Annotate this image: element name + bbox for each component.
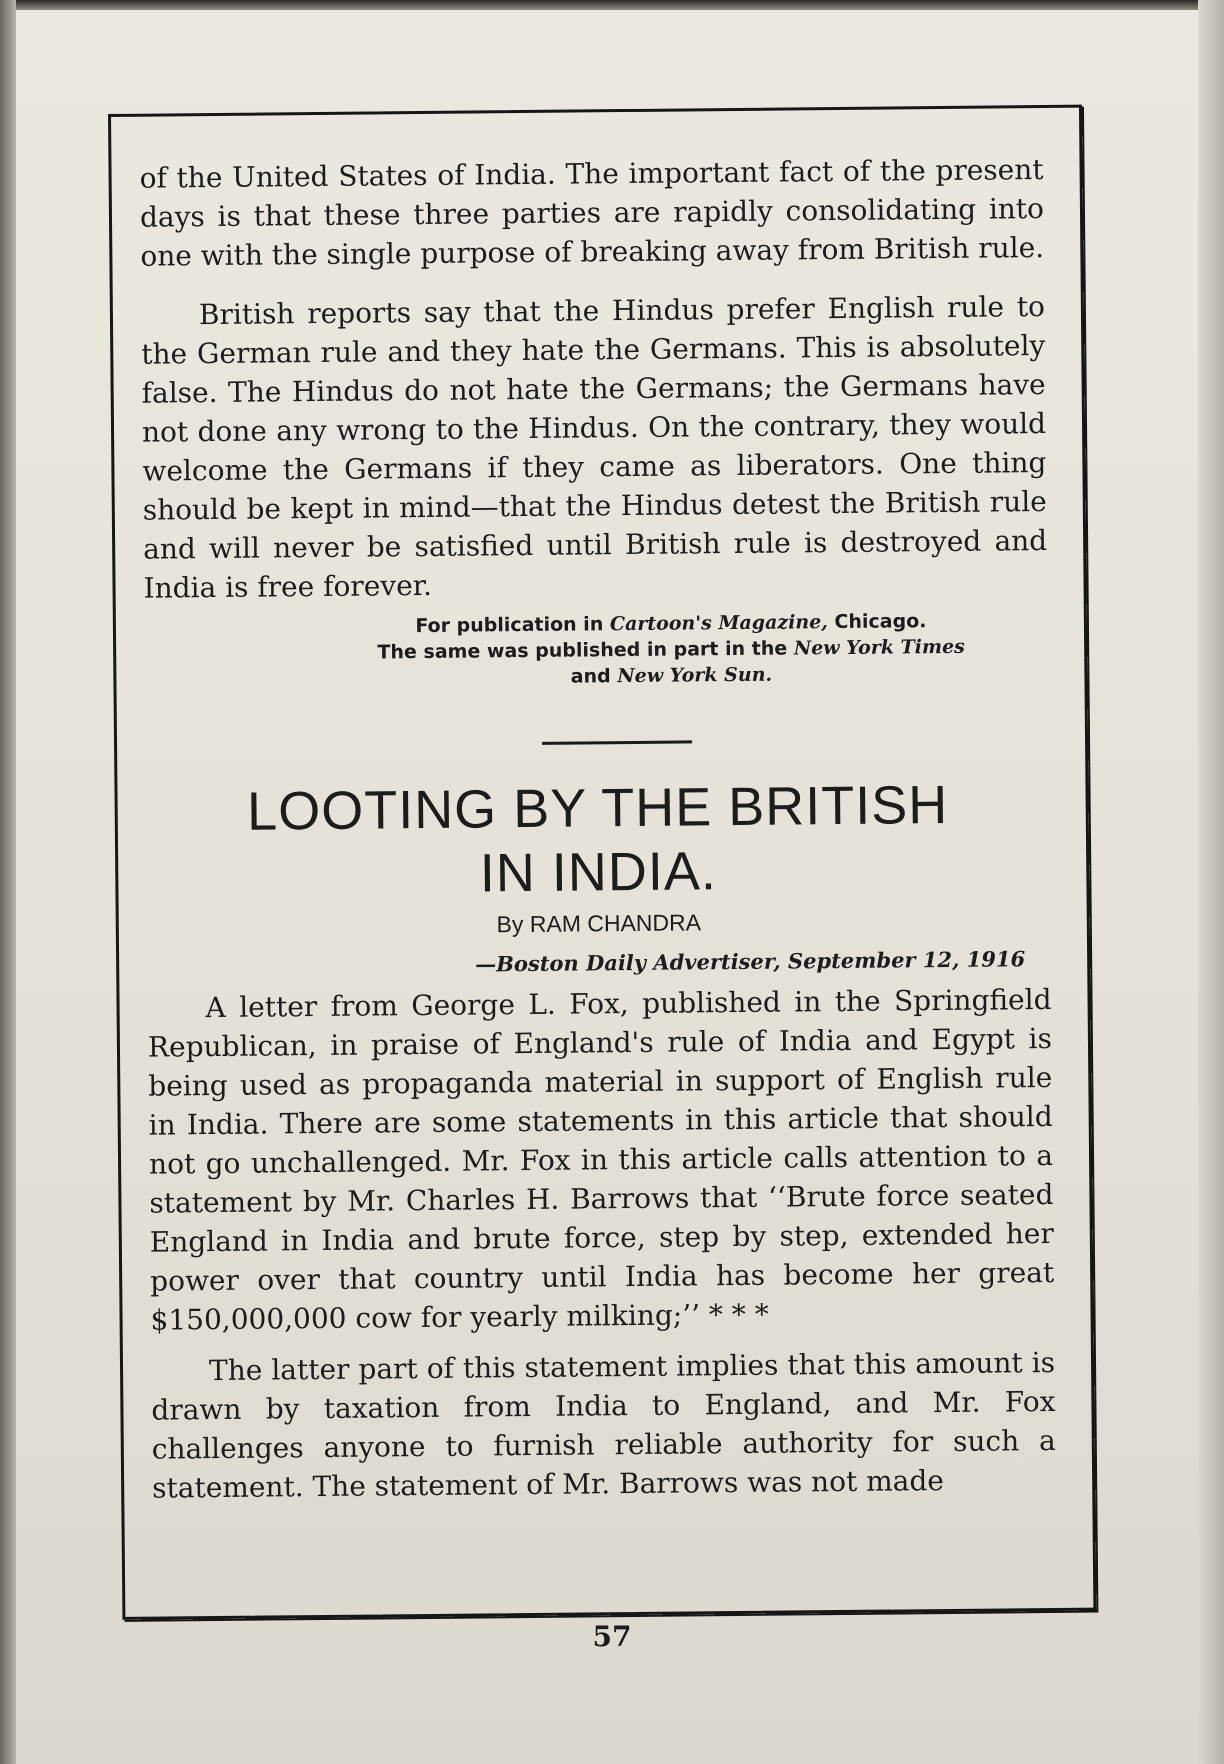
title-line-1: LOOTING BY THE BRITISH bbox=[246, 774, 949, 842]
title-line-2: IN INDIA. bbox=[479, 841, 718, 904]
intro-paragraph-2: British reports say that the Hindus prefer English rule to the German rule and they hate the Germans. This is absolutely false. The Hindus do not hate the Germans; the Germans have not done any wrong to the Hindus. On the contrary, they would welcome the Germans if they came as liberators. One thing should be kept in mind—that the Hindus detest the British rule and will never be satisfied until British rule is destroyed and India is free forever. bbox=[141, 290, 1048, 605]
credit-line-1: For publication in Cartoon's Magazine, Chicago. bbox=[415, 610, 927, 638]
article-paragraph-1: A letter from George L. Fox, published in the Springfield Republican, in praise of England's rule of India and Egypt is being used as propaganda material in support of English rule in India. There are some statements in this article that should not go unchallenged. Mr. Fox in this article calls attention to a statement by Mr. Charles H. Barrows that ‘‘Brute force seated England in India and brute force, step by step, extended her power over that country until India has become her great $150,000,000 cow for yearly milking;’’ * * * bbox=[147, 982, 1055, 1337]
page-number: 57 bbox=[592, 1620, 632, 1653]
article-title bbox=[145, 772, 1050, 909]
text-frame bbox=[108, 105, 1096, 1620]
article-source: —Boston Daily Advertiser, September 12, 1916 bbox=[475, 946, 1026, 977]
frame-content bbox=[139, 150, 1056, 1508]
page-left-edge bbox=[0, 0, 16, 1764]
section-divider bbox=[542, 740, 692, 744]
article-paragraph-2: The latter part of this statement implies that this amount is drawn by taxation from India to England, and Mr. Fox challenges anyone to furnish reliable authority for such a statement. The statement of Mr. Barrows was not made bbox=[151, 1345, 1056, 1505]
article-byline: By RAM CHANDRA bbox=[496, 909, 702, 938]
page-right-edge bbox=[1198, 0, 1224, 1764]
credit-line-2: The same was published in part in the New York Times bbox=[377, 635, 965, 664]
credit-line-3: and New York Sun. bbox=[570, 663, 773, 688]
intro-paragraph-1: of the United States of India. The important fact of the present days is that these three parties are rapidly consolidating into one with the single purpose of breaking away from British rule. bbox=[139, 153, 1045, 273]
page-top-shadow bbox=[0, 0, 1224, 10]
publication-credit bbox=[144, 607, 1049, 694]
